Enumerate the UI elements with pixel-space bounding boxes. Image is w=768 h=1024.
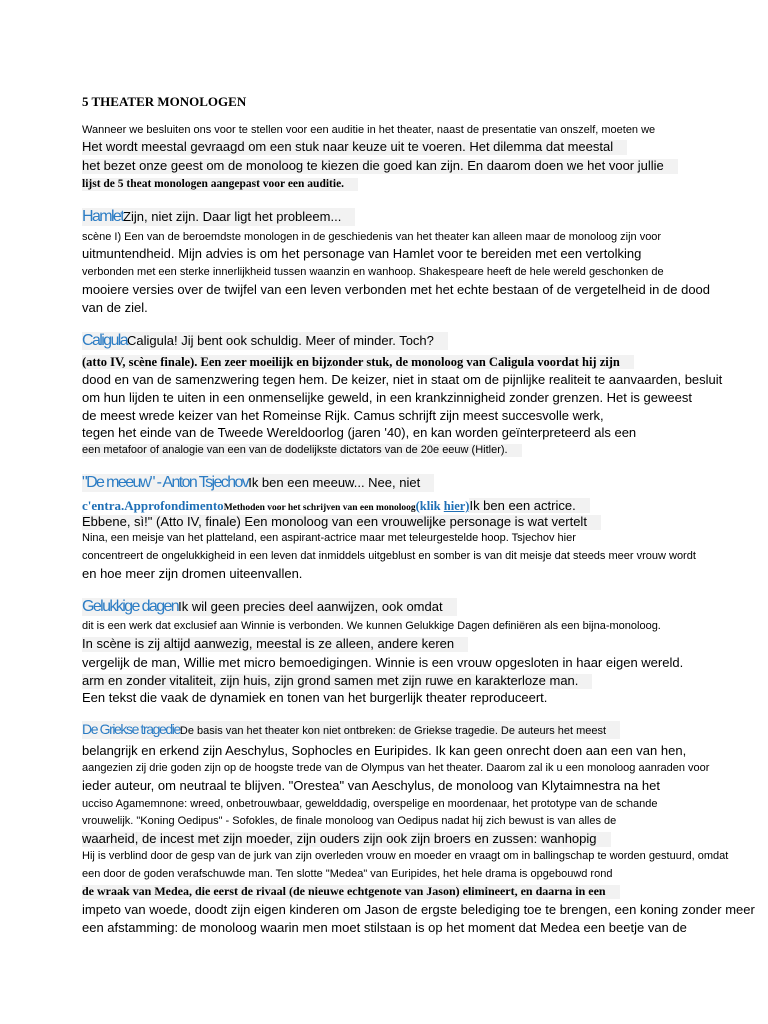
grieks-line-4: ucciso Agamemnone: wreed, onbetrouwbaar, gewelddadig, overspelige en moordenaar, het prototype van de schande bbox=[82, 798, 658, 810]
caligula-line-2: dood en van de samenzwering tegen hem. De keizer, niet in staat om de pijnlijke realiteit te aanvaarden, besluit bbox=[82, 372, 723, 387]
dagen-line-1: dit is een werk dat exclusief aan Winnie is verbonden. We kunnen Gelukkige Dagen definiëren als een bijna-monoloog. bbox=[82, 620, 661, 632]
section-grieks-heading-line bbox=[82, 721, 620, 739]
hamlet-line-4: mooiere versies over de twijfel van een leven verbonden met het echte bestaan of de vergetelheid in de dood bbox=[82, 282, 711, 297]
meeuw-line-1-tail: Ik ben een actrice. bbox=[469, 498, 589, 513]
intro-line-4: lijst de 5 theat monologen aangepast voor een auditie. bbox=[82, 178, 358, 191]
section-caligula-heading-line bbox=[82, 332, 448, 350]
here-link[interactable]: hier) bbox=[443, 499, 470, 513]
dagen-line-2: In scène is zij altijd aanwezig, meestal is ze alleen, andere keren bbox=[82, 637, 468, 652]
page-title: 5 THEATER MONOLOGEN bbox=[82, 94, 247, 109]
section-heading-meeuw: "De meeuw" - Anton Tsjechov bbox=[82, 474, 249, 491]
hamlet-line-1: scène I) Een van de beroemdste monologen in de geschiedenis van het theater kan alleen maar de monoloog zijn voor bbox=[82, 231, 662, 243]
meeuw-line-2: Ebbene, sì!" (Atto IV, finale) Een monoloog van een vrouwelijke personage is wat vertelt bbox=[82, 515, 601, 530]
related-article-label: c'entra.Approfondimento bbox=[82, 498, 224, 513]
grieks-line-5: vrouwelijk. "Koning Oedipus" - Sofokles, de finale monoloog van Oedipus nadat hij zich bewust is van alles de bbox=[82, 815, 617, 827]
intro-line-3: het bezet onze geest om de monoloog te kiezen die goed kan zijn. En daarom doen we het voor jullie bbox=[82, 159, 678, 174]
hamlet-line-5: van de ziel. bbox=[82, 300, 148, 315]
section-heading-caligula: Caligula bbox=[82, 332, 128, 349]
grieks-quote: De basis van het theater kon niet ontbreken: de Griekse tragedie. De auteurs het meest bbox=[179, 725, 607, 737]
section-dagen-heading-line bbox=[82, 598, 457, 616]
dagen-line-3: vergelijk de man, Willie met micro bemoedigingen. Winnie is een vrouw opgesloten in haar eigen wereld. bbox=[82, 655, 684, 670]
caligula-line-1: (atto IV, scène finale). Een zeer moeilijk en bijzonder stuk, de monoloog van Caligula voordat hij zijn bbox=[82, 355, 634, 369]
grieks-line-3: ieder auteur, om neutraal te blijven. "Orestea" van Aeschylus, de monoloog van Klytaimnestra na het bbox=[82, 778, 660, 793]
caligula-line-3: om hun lijden te uiten in een onmenselijke geweld, in een krankzinnigheid zonder grenzen. Het is geweest bbox=[82, 390, 692, 405]
section-heading-griekse-tragedie: De Griekse tragedie bbox=[82, 721, 180, 737]
meeuw-line-4: concentreert de ongelukkigheid in een leven dat inmiddels uitgeblust en somber is van dit meisje dat steeds meer vrouw wordt bbox=[82, 550, 696, 562]
dagen-line-4: arm en zonder vitaliteit, zijn huis, zijn grond samen met zijn ruwe en karakterloze man. bbox=[82, 674, 592, 689]
hamlet-line-3: verbonden met een sterke innerlijkheid tussen waanzin en wanhoop. Shakespeare heeft de hele wereld geschonken de bbox=[82, 266, 664, 278]
grieks-line-10: impeto van woede, doodt zijn eigen kinderen om Jason de ergste belediging toe te brengen, een koning zonder meer bbox=[82, 902, 755, 917]
related-article-title: Methoden voor het schrijven van een monoloog bbox=[223, 503, 416, 513]
meeuw-line-1 bbox=[82, 497, 590, 515]
dagen-quote: Ik wil geen precies deel aanwijzen, ook omdat bbox=[178, 599, 443, 614]
section-hamlet-heading-line bbox=[82, 208, 355, 226]
caligula-line-5: tegen het einde van de Tweede Wereldoorlog (jaren '40), en kan worden geïnterpreteerd als een bbox=[82, 425, 637, 440]
grieks-line-1: belangrijk en erkend zijn Aeschylus, Sophocles en Euripides. Ik kan geen onrecht doen aan een van hen, bbox=[82, 743, 687, 758]
meeuw-line-3: Nina, een meisje van het platteland, een aspirant-actrice maar met teleurgestelde hoop. Tsjechov hier bbox=[82, 532, 576, 544]
meeuw-quote: Ik ben een meeuw... Nee, niet bbox=[248, 475, 421, 490]
section-meeuw-heading-line bbox=[82, 474, 434, 492]
section-heading-hamlet: Hamlet bbox=[82, 208, 124, 225]
click-label: (klik bbox=[415, 499, 444, 513]
intro-line-1: Wanneer we besluiten ons voor te stellen voor een auditie in het theater, naast de presentatie van onszelf, moeten we bbox=[82, 124, 656, 136]
grieks-line-8: een door de goden verafschuwde man. Ten slotte "Medea" van Euripides, het hele drama is opgebouwd rond bbox=[82, 868, 613, 880]
grieks-line-7: Hij is verblind door de gesp van de jurk van zijn overleden vrouw en moeder en vraagt om in ballingschap te worden gestuurd, omdat bbox=[82, 850, 729, 862]
caligula-line-4: de meest wrede keizer van het Romeinse Rijk. Camus schrijft zijn meest succesvolle werk, bbox=[82, 408, 604, 423]
intro-line-2: Het wordt meestal gevraagd om een stuk naar keuze uit te voeren. Het dilemma dat meestal bbox=[82, 140, 627, 155]
grieks-line-6: waarheid, de incest met zijn moeder, zijn ouders zijn ook zijn broers en zussen: wanhopig bbox=[82, 832, 611, 847]
caligula-quote: Caligula! Jij bent ook schuldig. Meer of minder. Toch? bbox=[127, 333, 434, 348]
grieks-line-9: de wraak van Medea, die eerst de rivaal (de nieuwe echtgenote van Jason) elimineert, en daarna in een bbox=[82, 885, 620, 899]
hamlet-line-2: uitmuntendheid. Mijn advies is om het personage van Hamlet voor te bereiden met een vertolking bbox=[82, 246, 642, 261]
section-heading-gelukkige-dagen: Gelukkige dagen bbox=[82, 598, 179, 615]
caligula-line-6: een metafoor of analogie van een van de dodelijkste dictators van de 20e eeuw (Hitler). bbox=[82, 444, 522, 457]
dagen-line-5: Een tekst die vaak de dynamiek en tonen van het burgerlijk theater reproduceert. bbox=[82, 690, 548, 705]
grieks-line-2: aangezien zij drie goden zijn op de hoogste trede van de Olympus van het theater. Daarom zal ik u een monoloog aanraden voor bbox=[82, 762, 710, 774]
grieks-line-11: een afstamming: de monoloog waarin men moet stilstaan is op het moment dat Medea een beetje van de bbox=[82, 920, 687, 935]
hamlet-quote: Zijn, niet zijn. Daar ligt het probleem... bbox=[123, 209, 342, 224]
meeuw-line-5: en hoe meer zijn dromen uiteenvallen. bbox=[82, 566, 303, 581]
